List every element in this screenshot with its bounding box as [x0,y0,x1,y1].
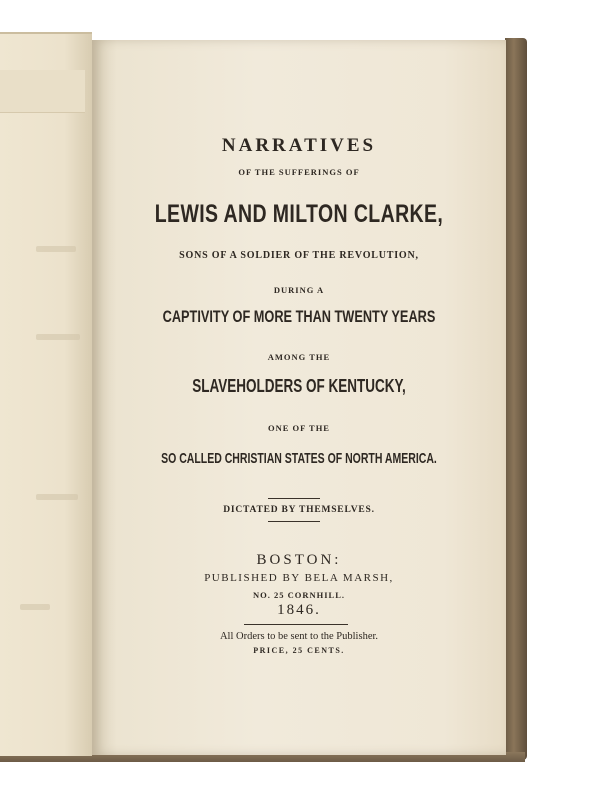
ghost-text-line [36,334,80,340]
left-page [0,32,92,756]
title-line-sufferings: OF THE SUFFERINGS OF [238,167,360,177]
title-during: DURING A [273,285,325,295]
ghost-text-line [36,246,76,252]
title-names: LEWIS AND MILTON CLARKE, [154,200,444,228]
title-page [92,40,506,755]
price-note: PRICE, 25 CENTS. [253,646,345,655]
orders-note: All Orders to be sent to the Publisher. [219,631,379,642]
title-sons-line: SONS OF A SOLDIER OF THE REVOLUTION, [179,250,419,261]
title-narratives: NARRATIVES [221,135,377,156]
rule-imprint [244,624,348,625]
left-page-flap [0,70,85,113]
title-captivity: CAPTIVITY OF MORE THAN TWENTY YEARS [162,307,436,326]
imprint-publisher: PUBLISHED BY BELA MARSH, [204,572,394,584]
rule-top [268,498,320,499]
book-cover-edge [505,38,527,760]
ghost-text-line [36,494,78,500]
title-slaveholders: SLAVEHOLDERS OF KENTUCKY, [192,376,406,396]
title-among: AMONG THE [267,352,331,362]
title-christian-states: SO CALLED CHRISTIAN STATES OF NORTH AMERICA. [161,450,437,467]
imprint-city: BOSTON: [256,552,342,568]
dictated-line: DICTATED BY THEMSELVES. [223,505,375,515]
title-page-text [92,40,506,755]
rule-bottom [268,521,320,522]
title-one-of: ONE OF THE [268,423,330,433]
imprint-year: 1846. [277,602,321,618]
ghost-text-line [20,604,50,610]
imprint-address: NO. 25 CORNHILL. [252,590,346,600]
